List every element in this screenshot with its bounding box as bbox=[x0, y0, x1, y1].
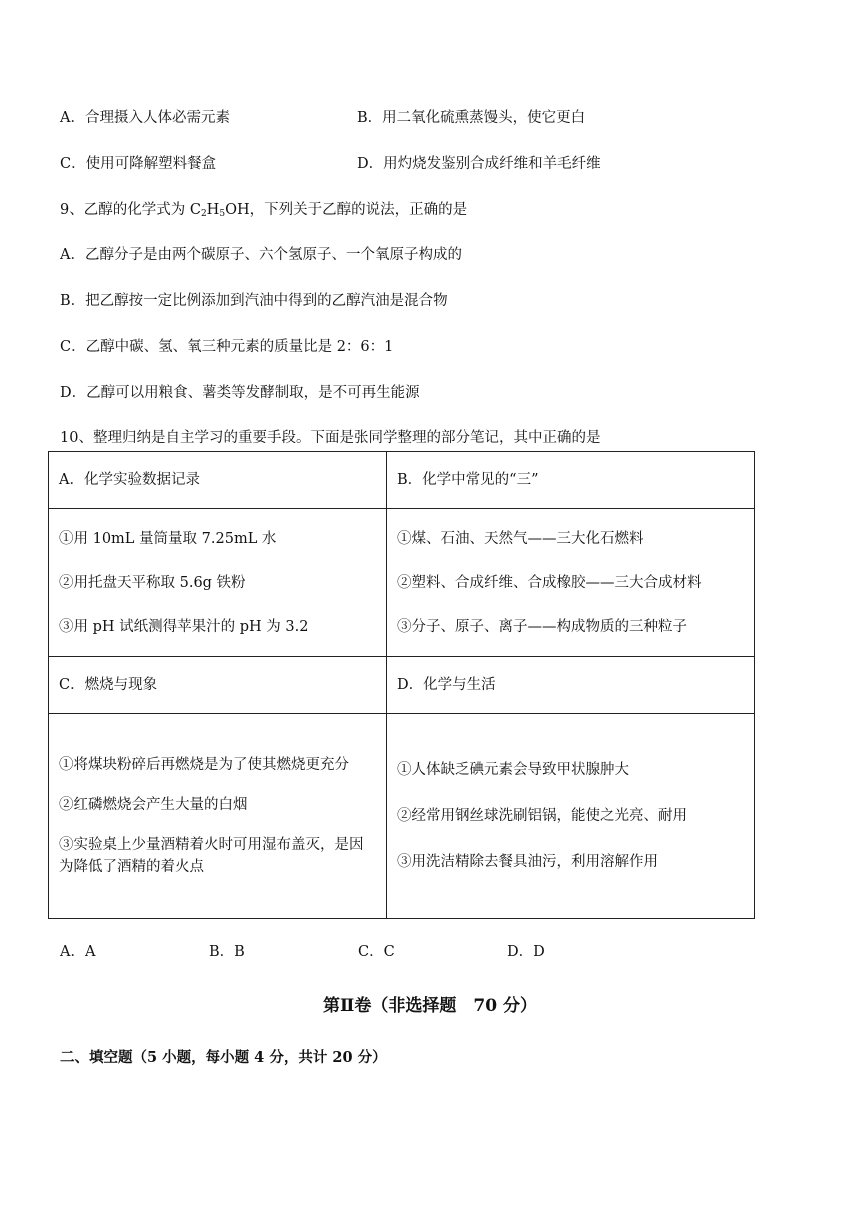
table-row bbox=[49, 452, 755, 509]
q9-stem bbox=[60, 200, 467, 224]
q9-subscript-2: 5 bbox=[219, 209, 226, 219]
q10-table bbox=[48, 451, 755, 919]
cell-b-title: B．化学中常见的“三” bbox=[387, 452, 755, 509]
q8-option-d: D．用灼烧发鉴别合成纤维和羊毛纤维 bbox=[357, 156, 601, 172]
list-item: ②经常用钢丝球洗刷铝锅，能使之光亮、耐用 bbox=[397, 808, 687, 824]
list-item: ③用 pH 试纸测得苹果汁的 pH 为 3.2 bbox=[59, 618, 309, 635]
q10-option-b: B．B bbox=[209, 944, 245, 960]
q10-option-a: A．A bbox=[60, 944, 96, 960]
q9-stem-suffix: OH，下列关于乙醇的说法，正确的是 bbox=[225, 202, 468, 218]
cell-a-title: A．化学实验数据记录 bbox=[49, 452, 387, 509]
list-item: ①煤、石油、天然气——三大化石燃料 bbox=[397, 530, 644, 547]
list-item: ③用洗洁精除去餐具油污，利用溶解作用 bbox=[397, 854, 658, 870]
list-item: ②用托盘天平称取 5.6g 铁粉 bbox=[59, 574, 246, 591]
table-row bbox=[49, 714, 755, 919]
list-item: ①用 10mL 量筒量取 7.25mL 水 bbox=[59, 530, 277, 547]
q9-option-a: A．乙醇分子是由两个碳原子、六个氢原子、一个氧原子构成的 bbox=[60, 247, 462, 263]
q9-option-b: B．把乙醇按一定比例添加到汽油中得到的乙醇汽油是混合物 bbox=[60, 293, 448, 309]
cell-a-items bbox=[49, 509, 387, 657]
cell-c-items bbox=[49, 714, 387, 919]
part-title: 二、填空题（5 小题，每小题 4 分，共计 20 分） bbox=[60, 1049, 387, 1066]
q9-stem-prefix: 9、乙醇的化学式为 C bbox=[60, 202, 201, 218]
table-row bbox=[49, 509, 755, 657]
q9-option-c: C．乙醇中碳、氢、氧三种元素的质量比是 2：6：1 bbox=[60, 339, 394, 355]
list-item: ②塑料、合成纤维、合成橡胶——三大合成材料 bbox=[397, 574, 702, 591]
q9-option-d: D．乙醇可以用粮食、薯类等发酵制取，是不可再生能源 bbox=[60, 385, 420, 401]
q10-stem: 10、整理归纳是自主学习的重要手段。下面是张同学整理的部分笔记，其中正确的是 bbox=[60, 430, 601, 446]
q8-option-a: A．合理摄入人体必需元素 bbox=[60, 110, 230, 126]
q9-subscript-1: 2 bbox=[200, 209, 207, 219]
table-row bbox=[49, 657, 755, 714]
q8-option-b: B．用二氧化硫熏蒸馒头，使它更白 bbox=[357, 110, 586, 126]
q8-option-c: C．使用可降解塑料餐盒 bbox=[60, 156, 217, 172]
cell-d-title: D．化学与生活 bbox=[387, 657, 755, 714]
q10-option-c: C．C bbox=[358, 944, 395, 960]
q10-options bbox=[60, 942, 620, 962]
cell-d-items bbox=[387, 714, 755, 919]
section-title: 第Ⅱ卷（非选择题 70 分） bbox=[323, 996, 537, 1016]
cell-b-items bbox=[387, 509, 755, 657]
q9-stem-mid: H bbox=[206, 202, 220, 218]
list-item: ②红磷燃烧会产生大量的白烟 bbox=[59, 797, 248, 813]
list-item: ③分子、原子、离子——构成物质的三种粒子 bbox=[397, 618, 687, 635]
list-item: ①人体缺乏碘元素会导致甲状腺肿大 bbox=[397, 762, 629, 778]
cell-c-title: C．燃烧与现象 bbox=[49, 657, 387, 714]
list-item: ①将煤块粉碎后再燃烧是为了使其燃烧更充分 bbox=[59, 757, 349, 773]
list-item: ③实验桌上少量酒精着火时可用湿布盖灭，是因为降低了酒精的着火点 bbox=[59, 837, 364, 875]
q10-option-d: D．D bbox=[507, 944, 545, 960]
